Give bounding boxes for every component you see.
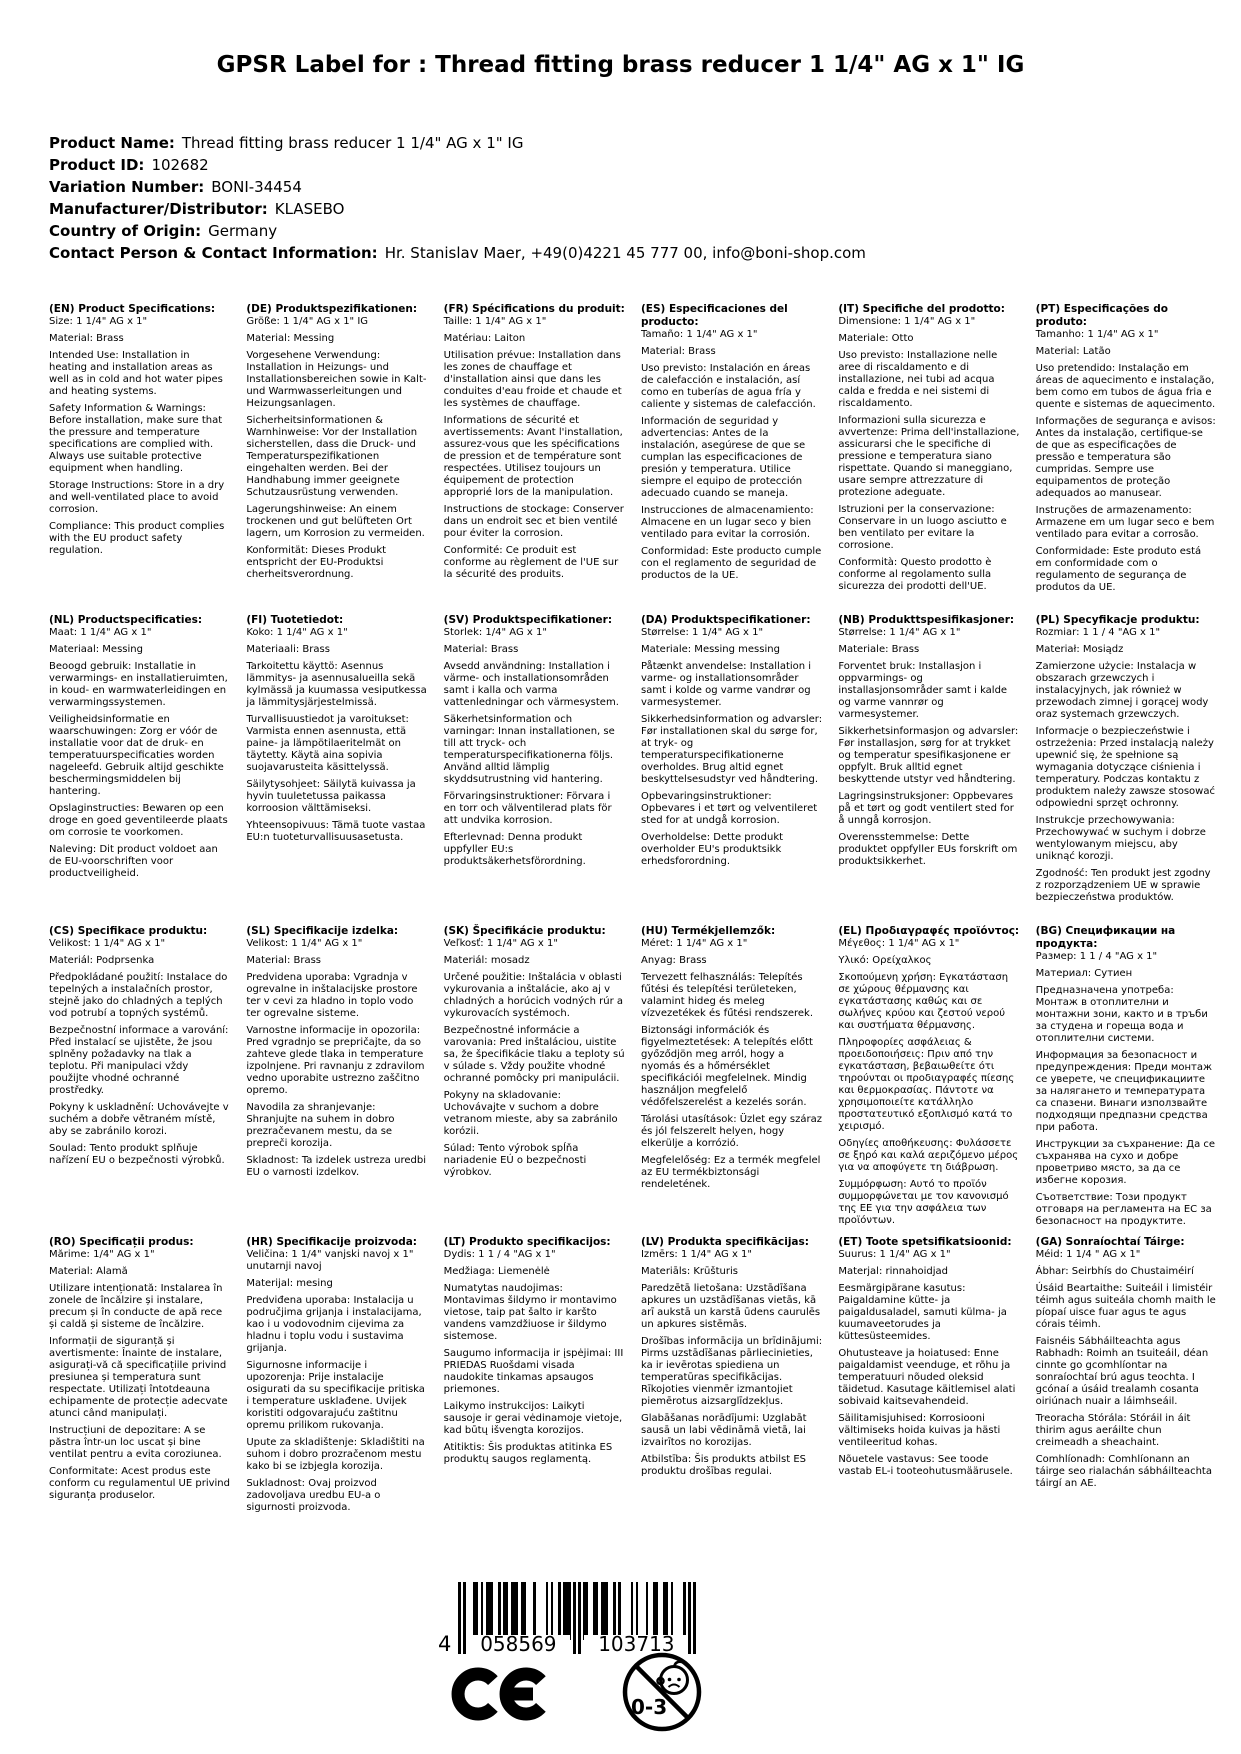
- spec-paragraph: Koko: 1 1/4" AG x 1": [246, 627, 348, 638]
- spec-block-header: (IT) Specifiche del prodotto:: [838, 303, 1005, 315]
- spec-paragraph: Rozmiar: 1 1 / 4 "AG x 1": [1035, 627, 1161, 638]
- spec-paragraph: Σκοπούμενη χρήση: Εγκατάσταση σε χώρους θέρμανσης και εγκατάστασης καθώς και σε σωλήνες κρύου και ζεστού νερού και συστήματα θέρμανσης.: [838, 972, 1009, 1031]
- spec-paragraph: Material: Latão: [1035, 346, 1111, 357]
- spec-paragraph: Méret: 1 1/4" AG x 1": [640, 938, 748, 949]
- spec-block-header: (EL) Προδιαγραφές προϊόντος:: [838, 925, 1020, 937]
- spec-paragraph: Tamanho: 1 1/4" AG x 1": [1035, 329, 1159, 340]
- spec-paragraph: Úsáid Beartaithe: Suiteáil i limistéir téimh agus suiteála chomh maith le píopaí uisce fuar agus te agus córais téimh.: [1035, 1283, 1216, 1330]
- age-warning-0-3-icon: [620, 1650, 704, 1738]
- spec-block-header: (DA) Produktspecifikationer:: [640, 614, 811, 626]
- spec-block: [444, 303, 625, 614]
- spec-paragraph: Dydis: 1 1 / 4 "AG x 1": [443, 1249, 556, 1260]
- spec-paragraph: Tervezett felhasználás: Telepítés fűtési és telepítési területeken, valamint hideg és meleg vízvezetékek és fűtési rendszerek.: [640, 972, 814, 1019]
- spec-paragraph: Pokyny na skladovanie: Uchovávajte v suchom a dobre vetranom mieste, aby sa zabránilo korózii.: [443, 1090, 618, 1137]
- spec-paragraph: Lagringsinstruksjoner: Oppbevares på et tørt og godt ventilert sted for å unngå korrosjon.: [838, 791, 1014, 826]
- spec-paragraph: Mărime: 1/4" AG x 1": [49, 1249, 155, 1260]
- spec-paragraph: Lagerungshinweise: An einem trockenen und gut belüfteten Ort lagern, um Korrosion zu vermeiden.: [246, 504, 425, 539]
- spec-paragraph: Размер: 1 1 / 4 "AG x 1": [1035, 951, 1158, 962]
- spec-paragraph: Soulad: Tento produkt splňuje nařízení EU o bezpečnosti výrobků.: [49, 1143, 225, 1166]
- spec-paragraph: Avsedd användning: Installation i värme- och installationsområden samt i kalla och varma vattenledningar och värmesystem.: [443, 661, 619, 708]
- spec-paragraph: Beoogd gebruik: Installatie in verwarmings- en installatieruimten, in koud- en warmwaterleidingen en verwarmingssystemen.: [49, 661, 228, 708]
- spec-paragraph: Informazioni sulla sicurezza e avvertenze: Prima dell'installazione, assicurarsi che le specifiche di pressione e temperatura siano rispettate. Quando si maneggiano, usare sempre attrezzature di protezione adeguate.: [838, 415, 1020, 498]
- spec-block: [444, 614, 625, 925]
- spec-paragraph: Veiligheidsinformatie en waarschuwingen: Zorg er vóór de installatie voor dat de druk- en temperatuurspecificaties worden nageleefd. Gebruik altijd geschikte beschermingsmiddelen bij hantering.: [49, 714, 224, 797]
- spec-paragraph: Upute za skladištenje: Skladištiti na suhom i dobro prozračenom mestu kako bi se izbjegla korozija.: [246, 1437, 425, 1472]
- spec-paragraph: Predvidena uporaba: Vgradnja v ogrevalne in inštalacijske prostore ter v cevi za hladno in toplo vodo ter ogrevalne sisteme.: [246, 972, 418, 1019]
- spec-paragraph: Material: Brass: [640, 346, 716, 357]
- spec-paragraph: Υλικό: Ορείχαλκος: [838, 955, 932, 966]
- spec-paragraph: Informações de segurança e avisos: Antes da instalação, certifique-se de que as especificações de pressão e temperatura são cumpridas. Sempre use equipamentos de proteção adequados ao manusear.: [1035, 416, 1216, 499]
- spec-paragraph: Megfelelőség: Ez a termék megfelel az EU termékbiztonsági rendeletének.: [640, 1155, 821, 1190]
- spec-paragraph: Material: Brass: [246, 955, 322, 966]
- spec-paragraph: Ohutusteave ja hoiatused: Enne paigaldamist veenduge, et rõhu ja temperatuuri nõuded oleksid täidetud. Kasutage käitlemisel alati sobivaid kaitsevahendeid.: [838, 1348, 1016, 1407]
- spec-block-header: (NL) Productspecificaties:: [49, 614, 203, 626]
- spec-block-header: (CS) Specifikace produktu:: [49, 925, 208, 937]
- spec-paragraph: Instrucciones de almacenamiento: Almacene en un lugar seco y bien ventilado para evitar la corrosión.: [640, 505, 814, 540]
- spec-paragraph: Drošības informācija un brīdinājumi: Pirms uzstādīšanas pārliecinieties, ka ir ievērotas spiediena un temperatūras specifikācijas. Rīkojoties vienmēr izmantojiet piemērotus aizsarglīdzekļus.: [640, 1336, 823, 1407]
- spec-paragraph: Materiaali: Brass: [246, 644, 330, 655]
- spec-paragraph: Dimensione: 1 1/4" AG x 1": [838, 316, 976, 327]
- spec-paragraph: Materiale: Otto: [838, 333, 914, 344]
- spec-paragraph: Konformität: Dieses Produkt entspricht der EU-Produktsi cherheitsverordnung.: [246, 545, 387, 580]
- spec-paragraph: Conformité: Ce produit est conforme au règlement de l'UE sur la sécurité des produits.: [443, 545, 619, 580]
- spec-paragraph: Størrelse: 1 1/4" AG x 1": [640, 627, 764, 638]
- spec-paragraph: Opbevaringsinstruktioner: Opbevares i et tørt og velventileret sted for at undgå korrosion.: [640, 791, 818, 826]
- spec-paragraph: Material: Brass: [443, 644, 519, 655]
- spec-paragraph: Información de seguridad y advertencias: Antes de la instalación, asegúrese de que se cumplan las especificaciones de presión y temperatura. Utilice siempre el equipo de protección adecuado cuando se maneja.: [640, 416, 806, 499]
- spec-paragraph: Uso previsto: Installazione nelle aree di riscaldamento e di installazione, nei tubi ad acqua calda e fredda e nei sistemi di riscaldamento.: [838, 350, 998, 409]
- spec-block-header: (ET) Toote spetsifikatsioonid:: [838, 1236, 1012, 1248]
- product-info-row: [49, 220, 866, 242]
- spec-paragraph: Veličina: 1 1/4" vanjski navoj x 1" unutarnji navoj: [246, 1249, 414, 1272]
- spec-paragraph: Skladnost: Ta izdelek ustreza uredbi EU o varnosti izdelkov.: [246, 1155, 426, 1178]
- spec-block: [246, 925, 427, 1236]
- spec-block: [641, 614, 822, 925]
- spec-paragraph: Yhteensopivuus: Tämä tuote vastaa EU:n tuoteturvallisuusasetusta.: [246, 820, 426, 843]
- spec-paragraph: Velikost: 1 1/4" AG x 1": [246, 938, 363, 949]
- product-info-row: [49, 242, 866, 264]
- product-info-value: 102682: [151, 156, 209, 174]
- spec-paragraph: Atitiktis: Šis produktas atitinka ES produktų saugos reglamentą.: [443, 1442, 613, 1465]
- spec-block-header: (BG) Спецификации на продукта:: [1035, 925, 1176, 950]
- spec-paragraph: Suurus: 1 1/4" AG x 1": [838, 1249, 951, 1260]
- spec-block: [246, 1236, 427, 1547]
- age-warning-text: 0-3: [631, 1695, 668, 1719]
- spec-paragraph: Instructions de stockage: Conserver dans un endroit sec et bien ventilé pour éviter la corrosion.: [443, 504, 624, 539]
- spec-paragraph: Faisnéis Sábháilteachta agus Rabhadh: Roimh an tsuiteáil, déan cinnte go gcomhlíontar na sonraíochtaí brú agus teochta. I gcónaí a úsáid trealamh cosanta oiriúnach nuair a láimhseáil.: [1035, 1336, 1209, 1407]
- spec-block: [838, 303, 1019, 614]
- spec-paragraph: Treoracha Stórála: Stóráil in áit thirim agus aeráilte chun creimeadh a sheachaint.: [1035, 1413, 1191, 1448]
- spec-paragraph: Vorgesehene Verwendung: Installation in Heizungs- und Installationsbereichen sowie in Kalt- und Warmwasserleitungen und Heizungsanlagen.: [246, 350, 427, 409]
- barcode-bars: [458, 1582, 696, 1654]
- product-info-value: Thread fitting brass reducer 1 1/4" AG x 1" IG: [181, 134, 524, 152]
- product-info-row: [49, 132, 866, 154]
- spec-paragraph: Předpokládané použití: Instalace do tepelných a instalačních prostor, stejně jako do chladných a teplých vod potrubí a topných systémů.: [49, 972, 228, 1019]
- spec-block-header: (NB) Produkttspesifikasjoner:: [838, 614, 1015, 626]
- barcode-ean13-icon: [438, 1582, 696, 1654]
- spec-paragraph: Предназначена употреба: Монтаж в отоплителни и монтажни зони, както и в тръби за студена и гореща вода и отоплителни системи.: [1035, 985, 1208, 1044]
- spec-paragraph: Säilitamisjuhised: Korrosiooni vältimiseks hoida kuivas ja hästi ventileeritud kohas.: [838, 1413, 1001, 1448]
- spec-paragraph: Sigurnosne informacije i upozorenja: Prije instalacije osigurati da su specifikacije pritiska i temperature usklađene. Uvijek koristiti odgovarajuću zaštitnu opremu prilikom rukovanja.: [246, 1360, 425, 1431]
- spec-paragraph: Tárolási utasítások: Üzlet egy száraz és jól felszerelt helyen, hogy elkerülje a korrózió.: [640, 1114, 823, 1149]
- spec-paragraph: Conformidade: Este produto está em conformidade com o regulamento de segurança de produtos da UE.: [1035, 546, 1202, 593]
- spec-paragraph: Sikkerhetsinformasjon og advarsler: Før installasjon, sørg for at trykket og temperatur spesifikasjonene er oppfylt. Bruk alltid egnet beskyttende utstyr ved håndtering.: [838, 726, 1019, 785]
- spec-paragraph: Bezpečnostné informácie a varovania: Pred inštaláciou, uistite sa, že špecifikácie tlaku a teploty sú v súlade s. Vždy použite vhodné ochranné pomôcky pri manipulácii.: [443, 1025, 625, 1084]
- spec-paragraph: Paredzētā lietošana: Uzstādīšana apkures un uzstādīšanas vietās, kā arī aukstā un karstā ūdens caurulēs un apkures sistēmās.: [640, 1283, 821, 1330]
- spec-block: [444, 925, 625, 1236]
- spec-paragraph: Anyag: Brass: [640, 955, 707, 966]
- spec-paragraph: Informații de siguranță și avertismente: Înainte de instalare, asigurați-vă că specificațiile privind presiunea și temperatura sunt respectate. Utilizați întotdeauna echipamente de protecție adecvate atunci când manipulați.: [49, 1336, 228, 1419]
- spec-block-header: (SK) Špecifikácie produktu:: [443, 925, 606, 937]
- spec-paragraph: Súlad: Tento výrobok spĺňa nariadenie EÚ o bezpečnosti výrobkov.: [443, 1143, 587, 1178]
- spec-block: [641, 1236, 822, 1547]
- spec-block: [641, 925, 822, 1236]
- product-info-row: [49, 154, 866, 176]
- spec-paragraph: Instrucțiuni de depozitare: A se păstra într-un loc uscat și bine ventilat pentru a evita coroziunea.: [49, 1425, 222, 1460]
- spec-paragraph: Size: 1 1/4" AG x 1": [49, 316, 148, 327]
- spec-paragraph: Sikkerhedsinformation og advarsler: Før installationen skal du sørge for, at tryk- og temperaturspecifikationerne overholdes. Brug altid egnet beskyttelsesudstyr ved håndtering.: [640, 714, 823, 785]
- spec-block-header: (PT) Especificações do produto:: [1035, 303, 1168, 328]
- spec-paragraph: Izmērs: 1 1/4" AG x 1": [640, 1249, 753, 1260]
- spec-block: [838, 614, 1019, 925]
- spec-paragraph: Förvaringsinstruktioner: Förvara i en torr och välventilerad plats för att undvika korrosion.: [443, 791, 612, 826]
- spec-block-header: (GA) Sonraíochtaí Táirge:: [1035, 1236, 1185, 1248]
- spec-paragraph: Taille: 1 1/4" AG x 1": [443, 316, 547, 327]
- spec-paragraph: Informacje o bezpieczeństwie i ostrzeżenia: Przed instalacją należy upewnić się, że spełnione są wymagania dotyczące ciśnienia i temperatury. Podczas kontaktu z produktem należy zawsze stosować odpowiedni sprzęt ochronny.: [1035, 726, 1215, 809]
- spec-block: [641, 303, 822, 614]
- spec-block-header: (SL) Specifikacije izdelka:: [246, 925, 399, 937]
- spec-paragraph: Informations de sécurité et avertissements: Avant l'installation, assurez-vous que les spécifications de pression et de température sont respectées. Utilisez toujours un équipement de protection approprié lors de la manipulation.: [443, 415, 623, 498]
- product-info-row: [49, 198, 866, 220]
- product-info-row: [49, 176, 866, 198]
- spec-block-header: (PL) Specyfikacje produktu:: [1035, 614, 1200, 626]
- spec-paragraph: Tamaño: 1 1/4" AG x 1": [640, 329, 758, 340]
- spec-paragraph: Påtænkt anvendelse: Installation i varme- og installationsområder samt i kolde og varme vandrør og varmesystemer.: [640, 661, 812, 708]
- spec-paragraph: Materijal: mesing: [246, 1278, 333, 1289]
- spec-paragraph: Utilisation prévue: Installation dans les zones de chauffage et d'installation ainsi que dans les conduites d'eau froide et chaude et les systèmes de chauffage.: [443, 350, 622, 409]
- spec-paragraph: Μέγεθος: 1 1/4" AG x 1": [838, 938, 960, 949]
- spec-paragraph: Compliance: This product complies with the EU product safety regulation.: [49, 521, 225, 556]
- spec-paragraph: Naleving: Dit product voldoet aan de EU-voorschriften voor productveiligheid.: [49, 844, 218, 879]
- product-info-label: Variation Number:: [49, 178, 205, 196]
- spec-paragraph: Säkerhetsinformation och varningar: Innan installationen, se till att tryck- och temperaturspecifikationerna följs. Använd alltid lämplig skyddsutrustning vid hantering.: [443, 714, 615, 785]
- spec-paragraph: Materiale: Brass: [838, 644, 920, 655]
- spec-paragraph: Méid: 1 1/4 " AG x 1": [1035, 1249, 1141, 1260]
- spec-block: [444, 1236, 625, 1547]
- spec-paragraph: Matériau: Laiton: [443, 333, 526, 344]
- spec-paragraph: Sicherheitsinformationen & Warnhinweise: Vor der Installation sicherstellen, dass die Druck- und Temperaturspezifikationen eingehalten werden. Bei der Handhabung immer geeignete Schutzausrüstung verwenden.: [246, 415, 418, 498]
- spec-paragraph: Eesmärgipärane kasutus: Paigaldamine kütte- ja paigaldusaladel, samuti külma- ja kuumaveetorudes ja küttesüsteemides.: [838, 1283, 1007, 1342]
- spec-paragraph: Utilizare intenționată: Instalarea în zonele de încălzire și instalare, precum și în conducte de apă rece și caldă și sisteme de încălzire.: [49, 1283, 223, 1330]
- product-info-label: Country of Origin:: [49, 222, 202, 240]
- spec-paragraph: Material: Messing: [246, 333, 335, 344]
- spec-block: [49, 925, 230, 1236]
- spec-paragraph: Πληροφορίες ασφάλειας & προειδοποιήσεις: Πριν από την εγκατάσταση, βεβαιωθείτε ότι τηρούνται οι προδιαγραφές πίεσης και θερμοκρασίας. Πάντοτε να χρησιμοποιείτε κατάλληλο προστατευτικό εξοπλισμό κατά το χειρισμό.: [838, 1037, 1015, 1132]
- spec-paragraph: Materiál: mosadz: [443, 955, 530, 966]
- spec-paragraph: Συμμόρφωση: Αυτό το προϊόν συμμορφώνεται με τον κανονισμό της ΕΕ για την ασφάλεια των προϊόντων.: [838, 1179, 1009, 1226]
- spec-paragraph: Intended Use: Installation in heating and installation areas as well as in cold and hot water pipes and heating systems.: [49, 350, 223, 397]
- product-info-value: Hr. Stanislav Maer, +49(0)4221 45 777 00, info@boni-shop.com: [384, 244, 866, 262]
- spec-paragraph: Materiale: Messing messing: [640, 644, 780, 655]
- spec-paragraph: Veľkosť: 1 1/4" AG x 1": [443, 938, 558, 949]
- spec-paragraph: Storage Instructions: Store in a dry and well-ventilated place to avoid corrosion.: [49, 480, 225, 515]
- spec-paragraph: Säilytysohjeet: Säilytä kuivassa ja hyvin tuuletetussa paikassa korroosion välttämiseksi.: [246, 779, 416, 814]
- spec-block: [246, 614, 427, 925]
- product-info-value: KLASEBO: [274, 200, 345, 218]
- product-info-value: Germany: [208, 222, 278, 240]
- spec-block-header: (EN) Product Specifications:: [49, 303, 216, 315]
- spec-block: [1036, 925, 1217, 1236]
- spec-block-header: (RO) Specificații produs:: [49, 1236, 194, 1248]
- spec-paragraph: Material: Alamă: [49, 1266, 128, 1277]
- page-title: GPSR Label for : Thread fitting brass reducer 1 1/4" AG x 1" IG: [216, 52, 1025, 78]
- spec-paragraph: Atbilstība: Šis produkts atbilst ES produktu drošības regulai.: [640, 1454, 806, 1477]
- spec-paragraph: Materiał: Mosiądz: [1035, 644, 1124, 655]
- spec-paragraph: Saugumo informacija ir įspėjimai: III PRIEDAS Ruošdami visada naudokite tinkamas apsaugos priemones.: [443, 1348, 624, 1395]
- spec-paragraph: Numatytas naudojimas: Montavimas šildymo ir montavimo vietose, taip pat šalto ir karšto vandens vamzdžiuose ir šildymo sistemose.: [443, 1283, 617, 1342]
- spec-block: [838, 1236, 1019, 1547]
- spec-paragraph: Материал: Сутиен: [1035, 968, 1133, 979]
- barcode-system-digit: 4: [438, 1632, 452, 1656]
- spec-block: [49, 1236, 230, 1547]
- spec-paragraph: Overholdelse: Dette produkt overholder EU's produktsikk erhedsforordning.: [640, 832, 784, 867]
- spec-paragraph: Comhlíonadh: Comhlíonann an táirge seo rialachán sábháilteachta táirgí an AE.: [1035, 1454, 1212, 1489]
- spec-paragraph: Opslaginstructies: Bewaren op een droge en goed geventileerde plaats om corrosie te voorkomen.: [49, 803, 228, 838]
- spec-paragraph: Materiāls: Krūšturis: [640, 1266, 738, 1277]
- spec-paragraph: Tarkoitettu käyttö: Asennus lämmitys- ja asennusalueilla sekä kylmässä ja kuumassa vesiputkessa ja lämmitysjärjestelmissä.: [246, 661, 427, 708]
- spec-paragraph: Určené použitie: Inštalácia v oblasti vykurovania a inštalácie, ako aj v chladných a horúcich vodných rúr a vykurovacích systémoch.: [443, 972, 624, 1019]
- spec-paragraph: Forventet bruk: Installasjon i oppvarmings- og installasjonsområder samt i kalde og varme vannrør og varmesystemer.: [838, 661, 1008, 720]
- spec-paragraph: Predviđena uporaba: Instalacija u područjima grijanja i instalacijama, kao i u vodovodnim cijevima za hladnu i toplu vodu i sustavima grijanja.: [246, 1295, 422, 1354]
- spec-paragraph: Conformità: Questo prodotto è conforme al regolamento sulla sicurezza dei prodotti dell'UE.: [838, 557, 992, 592]
- spec-block: [1036, 1236, 1217, 1547]
- spec-paragraph: Οδηγίες αποθήκευσης: Φυλάσσετε σε ξηρό και καλά αεριζόμενο μέρος για να αποφύγετε τη διάβρωση.: [838, 1138, 1019, 1173]
- spec-paragraph: Størrelse: 1 1/4" AG x 1": [838, 627, 961, 638]
- language-specs-grid: [49, 303, 1217, 1547]
- spec-paragraph: Medžiaga: Liemenėlė: [443, 1266, 550, 1277]
- spec-block-header: (HU) Termékjellemzők:: [640, 925, 776, 937]
- spec-block-header: (HR) Specifikacije proizvoda:: [246, 1236, 418, 1248]
- spec-paragraph: Storlek: 1/4" AG x 1": [443, 627, 547, 638]
- spec-paragraph: Zamierzone użycie: Instalacja w obszarach grzewczych i instalacyjnych, jak również w przewodach zimnej i gorącej wody oraz systemach grzewczych.: [1035, 661, 1209, 720]
- spec-paragraph: Materjal: rinnahoidjad: [838, 1266, 949, 1277]
- spec-paragraph: Съответствие: Този продукт отговаря на регламента на ЕС за безопасност на продуктите.: [1035, 1192, 1212, 1227]
- spec-paragraph: Velikost: 1 1/4" AG x 1": [49, 938, 166, 949]
- spec-block-header: (DE) Produktspezifikationen:: [246, 303, 418, 315]
- spec-block: [1036, 614, 1217, 925]
- barcode-digits-left: 058569: [466, 1635, 570, 1654]
- spec-paragraph: Efterlevnad: Denna produkt uppfyller EU:s produktsäkerhetsförordning.: [443, 832, 586, 867]
- barcode-digits-right: 103713: [584, 1635, 688, 1654]
- spec-block: [246, 303, 427, 614]
- spec-block-header: (ES) Especificaciones del producto:: [640, 303, 788, 328]
- spec-block: [1036, 303, 1217, 614]
- spec-paragraph: Bezpečnostní informace a varování: Před instalací se ujistěte, že jsou splněny požadavky na tlak a teplotu. Při manipulaci vždy použijte vhodné ochranné prostředky.: [49, 1025, 229, 1096]
- spec-paragraph: Größe: 1 1/4" AG x 1" IG: [246, 316, 369, 327]
- product-info-label: Product ID:: [49, 156, 145, 174]
- product-info-label: Manufacturer/Distributor:: [49, 200, 268, 218]
- spec-paragraph: Ábhar: Seirbhís do Chustaiméirí: [1035, 1266, 1194, 1277]
- spec-block-header: (FR) Spécifications du produit:: [443, 303, 625, 315]
- spec-paragraph: Safety Information & Warnings: Before installation, make sure that the pressure and temperature specifications are complied with. Always use suitable protective equipment when handling.: [49, 403, 223, 474]
- spec-paragraph: Instrukcje przechowywania: Przechowywać w suchym i dobrze wentylowanym miejscu, aby uniknąć korozji.: [1035, 815, 1206, 862]
- spec-paragraph: Materiál: Podprsenka: [49, 955, 155, 966]
- spec-paragraph: Istruzioni per la conservazione: Conservare in un luogo asciutto e ben ventilato per evitare la corrosione.: [838, 504, 1007, 551]
- product-info-block: [49, 132, 866, 264]
- spec-block-header: (FI) Tuotetiedot:: [246, 614, 344, 626]
- spec-block: [49, 614, 230, 925]
- spec-block-header: (LV) Produkta specifikācijas:: [640, 1236, 809, 1248]
- spec-paragraph: Laikymo instrukcijos: Laikyti sausoje ir gerai vėdinamoje vietoje, kad būtų išvengta korozijos.: [443, 1401, 623, 1436]
- spec-block: [838, 925, 1019, 1236]
- spec-paragraph: Conformidad: Este producto cumple con el reglamento de seguridad de productos de la UE.: [640, 546, 822, 581]
- spec-paragraph: Turvallisuustiedot ja varoitukset: Varmista ennen asennusta, että paine- ja lämpötilaeritelmät on täytetty. Käytä aina sopivia suojavarusteita käsittelyssä.: [246, 714, 409, 773]
- spec-paragraph: Overensstemmelse: Dette produktet oppfyller EUs forskrift om produktsikkerhet.: [838, 832, 1018, 867]
- spec-paragraph: Glabāšanas norādījumi: Uzglabāt sausā un labi vēdināmā vietā, lai izvairītos no korozijas.: [640, 1413, 807, 1448]
- spec-paragraph: Materiaal: Messing: [49, 644, 143, 655]
- spec-paragraph: Varnostne informacije in opozorila: Pred vgradnjo se prepričajte, da so zahteve glede tlaka in temperature izpolnjene. Pri ravnanju z zdravilom vedno uporabite ustrezno zaščitno opremo.: [246, 1025, 425, 1096]
- spec-paragraph: Nõuetele vastavus: See toode vastab EL-i tooteohutusmäärusele.: [838, 1454, 1013, 1477]
- spec-paragraph: Material: Brass: [49, 333, 124, 344]
- spec-paragraph: Conformitate: Acest produs este conform cu regulamentul UE privind siguranța produselor.: [49, 1466, 230, 1501]
- spec-paragraph: Инструкции за съхранение: Да се съхранява на сухо и добре проветриво място, за да се избегне корозия.: [1035, 1139, 1216, 1186]
- spec-paragraph: Zgodność: Ten produkt jest zgodny z rozporządzeniem UE w sprawie bezpieczeństwa produktów.: [1035, 868, 1211, 903]
- product-info-label: Product Name:: [49, 134, 175, 152]
- product-info-label: Contact Person & Contact Information:: [49, 244, 378, 262]
- spec-block-header: (SV) Produktspecifikationer:: [443, 614, 613, 626]
- spec-paragraph: Информация за безопасност и предупреждения: Преди монтаж се уверете, че спецификациите за налягането и температурата са спазени. Винаги използвайте подходящи предпазни средства при работа.: [1035, 1050, 1213, 1133]
- spec-paragraph: Maat: 1 1/4" AG x 1": [49, 627, 152, 638]
- spec-paragraph: Uso previsto: Instalación en áreas de calefacción e instalación, así como en tuberías de agua fría y caliente y sistemas de calefacción.: [640, 363, 816, 410]
- product-info-value: BONI-34454: [211, 178, 302, 196]
- spec-paragraph: Sukladnost: Ovaj proizvod zadovoljava uredbu EU-a o sigurnosti proizvoda.: [246, 1478, 381, 1513]
- barcode-bar: [693, 1582, 696, 1654]
- spec-block-header: (LT) Produkto specifikacijos:: [443, 1236, 611, 1248]
- spec-paragraph: Biztonsági információk és figyelmeztetések: A telepítés előtt győződjön meg arról, hogy a nyomás és a hőmérséklet specifikációi megfelelnek. Mindig használjon megfelelő védőfelszerelést a kezelés során.: [640, 1025, 813, 1108]
- spec-paragraph: Pokyny k uskladnění: Uchovávejte v suchém a dobře větraném místě, aby se zabránilo korozi.: [49, 1102, 229, 1137]
- spec-paragraph: Uso pretendido: Instalação em áreas de aquecimento e instalação, bem como em tubos de água fria e quente e sistemas de aquecimento.: [1035, 363, 1216, 410]
- spec-block: [49, 303, 230, 614]
- spec-paragraph: Navodila za shranjevanje: Shranjujte na suhem in dobro prezračevanem mestu, da se prepreči korozija.: [246, 1102, 395, 1149]
- ce-mark-icon: [450, 1662, 554, 1730]
- spec-paragraph: Instruções de armazenamento: Armazene em um lugar seco e bem ventilado para evitar a corrosão.: [1035, 505, 1215, 540]
